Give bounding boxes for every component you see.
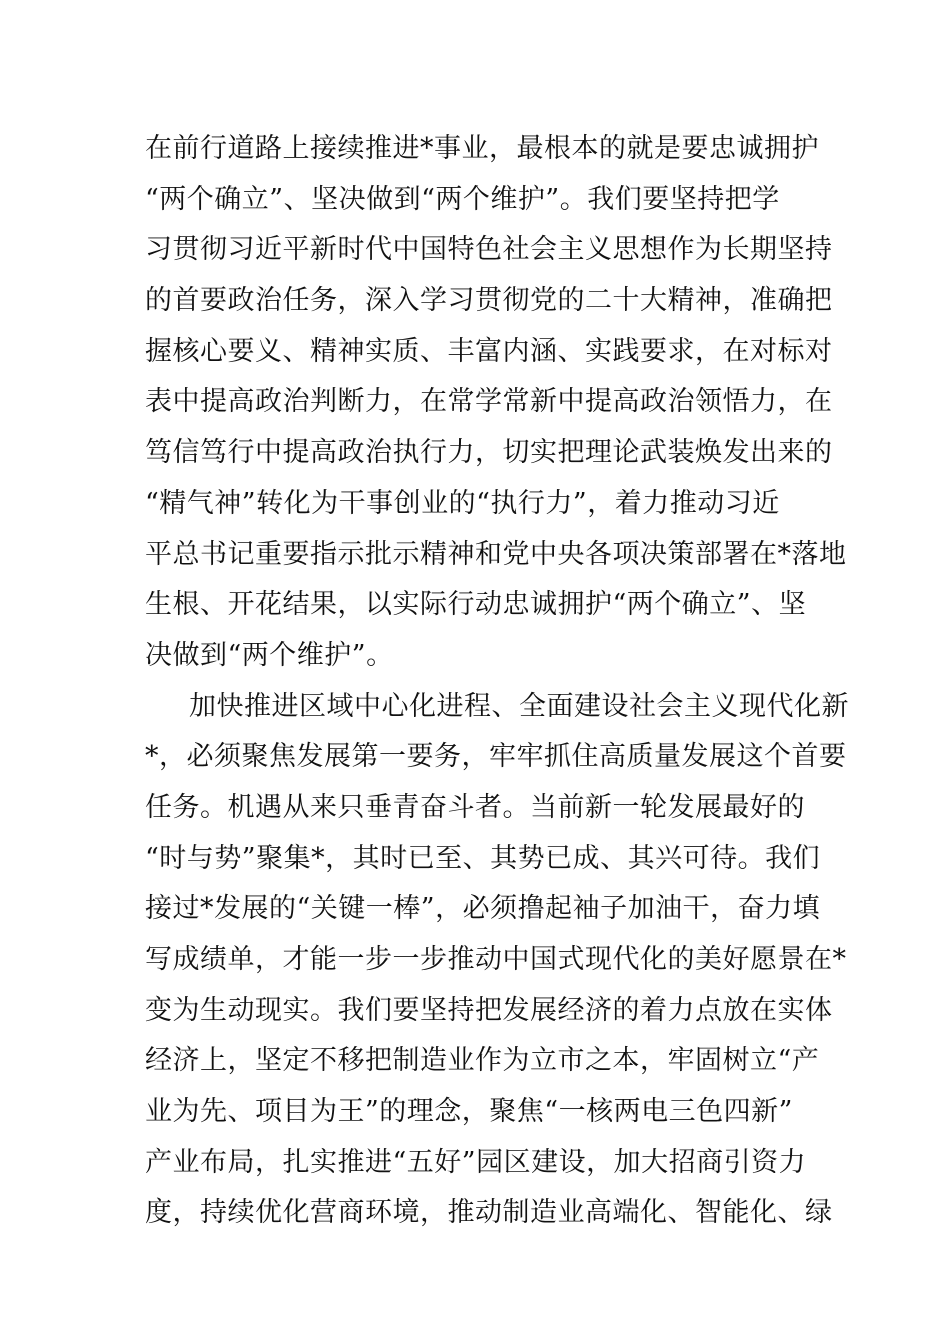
paragraph-2-line: 写成绩单，才能一步一步推动中国式现代化的美好愿景在* <box>145 944 847 975</box>
paragraph-1-line: 表中提高政治判断力，在常学常新中提高政治领悟力，在 <box>145 386 833 418</box>
paragraph-1-line: 生根、开花结果，以实际行动忠诚拥护“两个确立”、坚 <box>145 589 807 621</box>
paragraph-1-line: 习贯彻习近平新时代中国特色社会主义思想作为长期坚持 <box>145 234 833 266</box>
paragraph-2-line: 接过*发展的“关键一棒”，必须撸起袖子加油干，奋力填 <box>145 893 821 925</box>
paragraph-1-line: 在前行道路上接续推进*事业，最根本的就是要忠诚拥护 <box>145 133 819 164</box>
paragraph-1-line: 平总书记重要指示批示精神和党中央各项决策部署在*落地 <box>145 538 847 570</box>
paragraph-1-line: 笃信笃行中提高政治执行力，切实把理论武装焕发出来的 <box>145 437 833 469</box>
paragraph-1-line: 决做到“两个维护”。 <box>145 639 394 671</box>
paragraph-2-line: 产业布局，扎实推进“五好”园区建设，加大招商引资力 <box>145 1146 807 1178</box>
paragraph-2-line: 业为先、项目为王”的理念，聚焦“一核两电三色四新” <box>145 1096 793 1128</box>
paragraph-2-line: “时与势”聚集*，其时已至、其势已成、其兴可待。我们 <box>145 842 821 874</box>
paragraph-2-line: 任务。机遇从来只垂青奋斗者。当前新一轮发展最好的 <box>145 791 805 823</box>
paragraph-1-line: “两个确立”、坚决做到“两个维护”。我们要坚持把学 <box>145 183 780 215</box>
paragraph-2-line: 加快推进区域中心化进程、全面建设社会主义现代化新 <box>189 690 849 722</box>
paragraph-2-line: 经济上，坚定不移把制造业作为立市之本，牢固树立“产 <box>145 1045 820 1077</box>
paragraph-2-line: *，必须聚焦发展第一要务，牢牢抓住高质量发展这个首要 <box>145 741 847 773</box>
paragraph-1-line: “精气神”转化为干事创业的“执行力”，着力推动习近 <box>145 487 780 519</box>
paragraph-1-line: 握核心要义、精神实质、丰富内涵、实践要求，在对标对 <box>145 335 833 367</box>
document-body <box>145 124 849 1239</box>
paragraph-1-line: 的首要政治任务，深入学习贯彻党的二十大精神，准确把 <box>145 285 833 317</box>
paragraph-2-line: 变为生动现实。我们要坚持把发展经济的着力点放在实体 <box>145 994 833 1026</box>
paragraph-2-line: 度，持续优化营商环境，推动制造业高端化、智能化、绿 <box>145 1197 833 1229</box>
